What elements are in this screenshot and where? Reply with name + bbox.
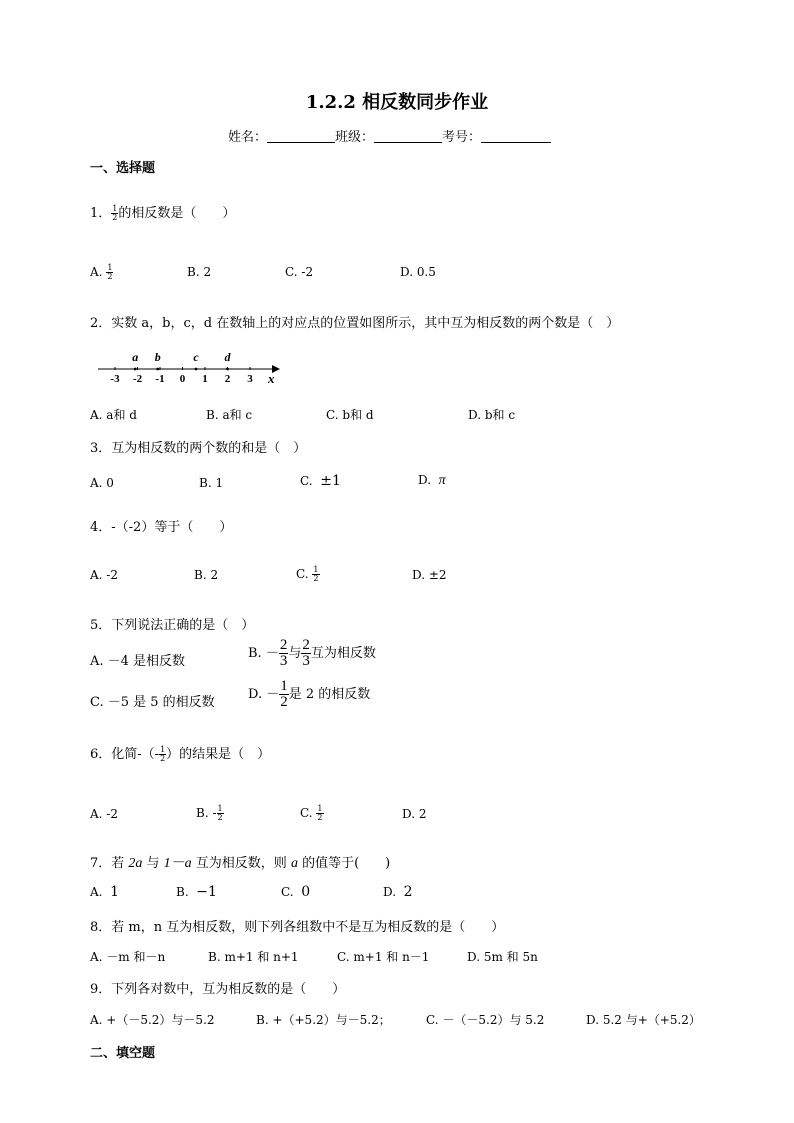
numberline-tick-label: 1 [202,373,208,385]
numberline-point-label: d [224,350,231,364]
numberline-point [134,368,137,371]
q8-option-d[interactable]: D. 5m 和 5n [467,950,538,964]
name-label: 姓名： [228,130,268,145]
q1-option-b[interactable]: B. 2 [187,265,212,279]
exam-no-blank[interactable] [481,130,551,143]
student-info-line [228,126,551,145]
q8-option-c[interactable]: C. m+1 和 n－1 [337,950,430,964]
numberline-tick-label: -3 [110,373,120,385]
q9-option-d[interactable]: D. 5.2 与+（+5.2） [586,1013,701,1027]
axis-label-x: x [268,371,275,386]
question-8: 8．若 m，n 互为相反数，则下列各组数中不是互为相反数的是（ ） [90,920,505,935]
q3-option-b[interactable]: B. 1 [199,476,224,490]
number-line [90,342,290,388]
numberline-point-label: b [154,350,161,364]
question-9: 9．下列各对数中，互为相反数的是（ ） [90,982,346,997]
q2-option-d[interactable]: D. b和 c [468,408,516,422]
question-4: 4．-（-2）等于（ ） [90,520,233,535]
page-title: 1.2.2 相反数同步作业 [305,92,489,113]
class-label: 班级： [335,130,375,145]
q7-option-c[interactable]: C. 0 [281,884,311,900]
q6-option-b[interactable]: B. - $\frac{1}{2}$ [196,804,223,822]
numberline-point [195,368,198,371]
numberline-point [226,368,229,371]
numberline-point-label: c [193,350,199,364]
q5-option-d[interactable]: D. － $\frac{1}{2}$ 是 2 的相反数 [248,678,371,710]
exam-no-label: 考号： [442,130,482,145]
q2-option-a[interactable]: A. a和 d [90,408,137,422]
q7-option-d[interactable]: D. 2 [383,884,413,900]
q5-option-a[interactable]: A. －4 是相反数 [90,654,186,669]
q3-option-c[interactable]: C. ±1 [300,473,341,489]
numberline-point-label: a [132,350,139,364]
numberline-tick-label: -2 [132,373,143,385]
name-blank[interactable] [267,130,335,143]
q1-option-c[interactable]: C. -2 [285,265,314,279]
q2-option-c[interactable]: C. b和 d [326,408,374,422]
q1-option-d[interactable]: D. 0.5 [400,265,436,279]
question-3: 3．互为相反数的两个数的和是（ ） [90,441,307,456]
q1-option-a[interactable]: A. $\frac{1}{2}$ [90,263,113,281]
section-choice-title: 一、选择题 [90,161,156,176]
q7-option-a[interactable]: A. 1 [90,884,120,900]
q9-option-c[interactable]: C. －（－5.2）与 5.2 [426,1013,545,1027]
q6-option-c[interactable]: C. $\frac{1}{2}$ [300,804,323,822]
q4-option-c[interactable]: C. $\frac{1}{2}$ [296,565,319,583]
question-5: 5．下列说法正确的是（ ） [90,618,255,633]
q8-option-b[interactable]: B. m+1 和 n+1 [208,950,299,964]
question-1: 1． $\frac{1}{2}$ 的相反数是（ ） [90,204,236,222]
q9-option-a[interactable]: A. +（－5.2）与－5.2 [90,1013,215,1027]
q9-option-b[interactable]: B. +（+5.2）与－5.2； [256,1013,391,1027]
q4-option-b[interactable]: B. 2 [194,568,219,582]
question-6: 6．化简-（- $\frac{1}{2}$ ）的结果是（ ） [90,745,271,763]
numberline-tick-label: 2 [224,373,231,385]
class-blank[interactable] [374,130,442,143]
numberline-tick-label: 0 [179,373,186,385]
q6-option-a[interactable]: A. -2 [90,807,118,821]
numberline-tick-label: 3 [247,373,253,385]
fraction: $\frac{1}{2}$ [112,204,118,222]
q5-option-b[interactable]: B. － $\frac{2}{3}$ 与 $\frac{2}{3}$ 互为相反数 [248,637,376,669]
q4-option-a[interactable]: A. -2 [90,568,118,582]
q5-option-c[interactable]: C. －5 是 5 的相反数 [90,695,215,710]
q2-option-b[interactable]: B. a和 c [206,408,253,422]
q8-option-a[interactable]: A. －m 和－n [90,950,166,964]
q4-option-d[interactable]: D. ±2 [412,568,447,582]
question-7: 7．若 2a 与 1－a 互为相反数，则 a 的值等于( ) [90,856,391,871]
numberline-point [156,368,159,371]
section-fill-title: 二、填空题 [90,1046,156,1061]
q3-option-d[interactable]: D. π [418,473,446,488]
numberline-tick-label: -1 [155,373,165,385]
question-2: 2．实数 a，b，c，d 在数轴上的对应点的位置如图所示，其中互为相反数的两个数是（ ） [90,316,620,331]
q3-option-a[interactable]: A. 0 [90,476,114,490]
q6-option-d[interactable]: D. 2 [402,807,427,821]
q7-option-b[interactable]: B. −1 [176,884,217,900]
